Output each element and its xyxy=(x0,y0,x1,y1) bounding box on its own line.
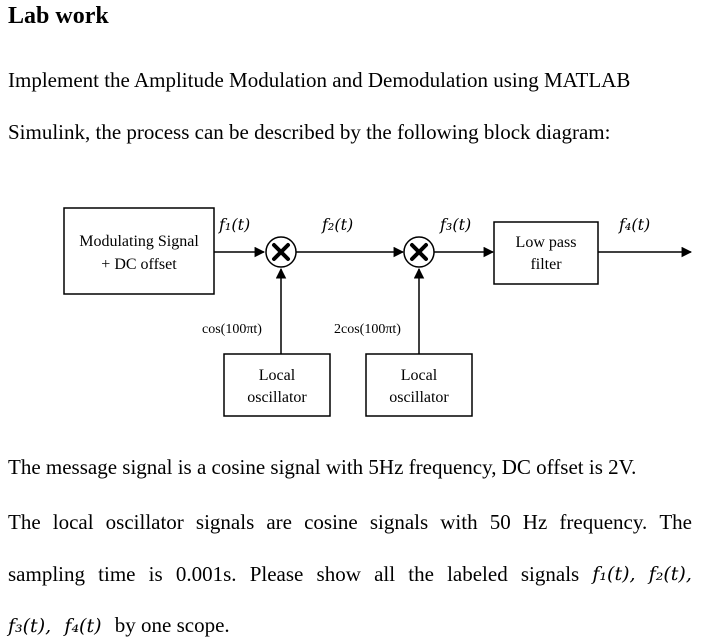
low-pass-filter-block xyxy=(494,222,598,284)
word: is xyxy=(148,562,163,586)
word: cosine xyxy=(304,510,358,534)
local-oscillator-2 xyxy=(366,354,472,416)
word: sampling xyxy=(8,562,85,586)
word: The xyxy=(659,510,692,534)
word: The xyxy=(8,510,41,534)
word: labeled xyxy=(447,562,508,586)
word: signals xyxy=(195,510,255,534)
filter-label-2: filter xyxy=(530,256,562,273)
f1-label: f₁(t) xyxy=(219,215,251,234)
f3-math: f₃(t), xyxy=(8,615,52,637)
word: signals xyxy=(520,562,580,586)
mixer-2 xyxy=(404,237,434,267)
f3-label: f₃(t) xyxy=(440,215,472,234)
word: frequency. xyxy=(559,510,648,534)
word: with xyxy=(440,510,478,534)
word: show xyxy=(316,562,361,586)
body-line-4 xyxy=(8,612,230,639)
word: local xyxy=(52,510,94,534)
f1-math: f₁(t), xyxy=(592,563,636,585)
word: Please xyxy=(249,562,304,586)
word: are xyxy=(266,510,292,534)
word: all xyxy=(374,562,396,586)
oscillator-2-label-2: oscillator xyxy=(389,389,449,406)
oscillator-1-label-1: Local xyxy=(258,367,296,384)
dc-offset-label: + DC offset xyxy=(101,256,177,273)
intro-line-1: Implement the Amplitude Modulation and Demodulation using MATLAB xyxy=(8,68,631,92)
oscillator-1-label-2: oscillator xyxy=(247,389,307,406)
f2-math: f₂(t), xyxy=(648,563,692,585)
f2-label: f₂(t) xyxy=(322,215,354,234)
intro-line-2: Simulink, the process can be described by the following block diagram: xyxy=(8,120,611,144)
body-line-1: The message signal is a cosine signal with 5Hz frequency, DC offset is 2V. xyxy=(8,455,637,479)
word: Hz xyxy=(522,510,548,534)
modulating-signal-block xyxy=(64,208,214,294)
oscillator-2-signal-label: 2cos(100πt) xyxy=(334,322,401,337)
f4-label: f₄(t) xyxy=(619,215,651,234)
am-block-diagram xyxy=(0,200,701,425)
word: 50 xyxy=(489,510,511,534)
word: oscillator xyxy=(105,510,184,534)
word: signals xyxy=(369,510,429,534)
heading: Lab work xyxy=(8,3,109,29)
local-oscillator-1 xyxy=(224,354,330,416)
oscillator-2-label-1: Local xyxy=(400,367,438,384)
oscillator-1-signal-label: cos(100πt) xyxy=(202,322,262,337)
body-line-2 xyxy=(8,509,692,535)
body-line-3 xyxy=(8,561,692,587)
scope-text: by one scope. xyxy=(114,613,230,637)
modulating-signal-label: Modulating Signal xyxy=(79,233,199,250)
word: time xyxy=(98,562,136,586)
word: 0.001s. xyxy=(175,562,237,586)
f4-math: f₄(t) xyxy=(64,615,102,637)
filter-label-1: Low pass xyxy=(515,234,577,251)
mixer-1 xyxy=(266,237,296,267)
word: the xyxy=(408,562,434,586)
